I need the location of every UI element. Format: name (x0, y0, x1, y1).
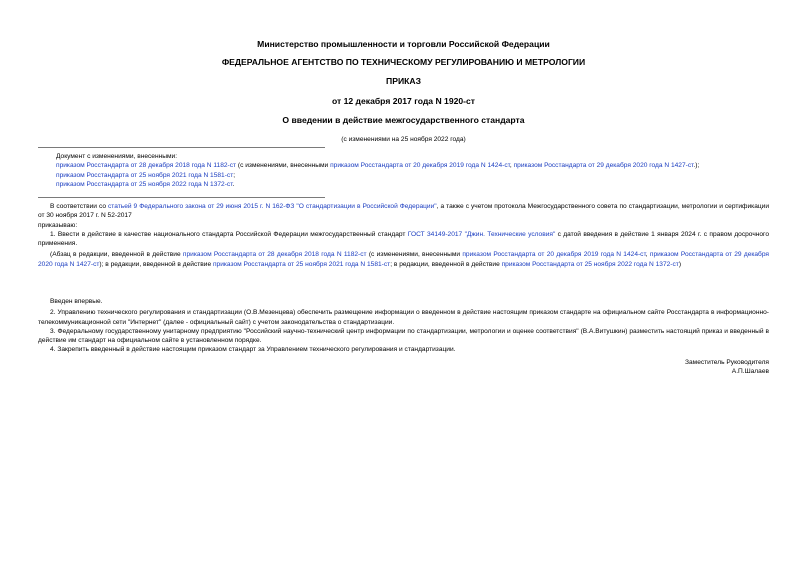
amendment-note: (с изменениями на 25 ноября 2022 года) (341, 136, 466, 143)
changes-line-1: приказом Росстандарта от 28 декабря 2018 года N 1182-ст (с изменениями, внесенными приказом Росстандарта от 20 декабря 2019 года N 1424-ст, приказом Росстандарта от 29 декабря 2020 года N 1427-ст.); (56, 162, 700, 170)
order-word: приказываю: (38, 221, 78, 229)
ministry-name: Министерство промышленности и торговли Российской Федерации (257, 39, 550, 49)
change-link-1424[interactable]: приказом Росстандарта от 20 декабря 2019 года N 1424-ст (330, 162, 510, 170)
changes-bottom-divider (38, 197, 325, 198)
changes-top-divider (38, 147, 325, 148)
item-2: 2. Управлению технического регулирования и стандартизации (О.В.Мезенцева) обеспечить размещение информации о введенном в действие настоящим приказом стандарте на официальном сайте Росстандарта в информационно-телекоммуникационной сети "Интернет" (далее - официальный сайт) с учетом законодательства о стандартизации. (38, 309, 769, 326)
agency-name: ФЕДЕРАЛЬНОЕ АГЕНТСТВО ПО ТЕХНИЧЕСКОМУ РЕГУЛИРОВАНИЮ И МЕТРОЛОГИИ (221, 57, 586, 67)
change-link-1182[interactable]: приказом Росстандарта от 28 декабря 2018 года N 1182-ст (56, 162, 237, 170)
order-body (38, 202, 769, 269)
document-title: О введении в действие межгосударственного стандарта (282, 115, 525, 125)
item-4: 4. Закрепить введенный в действие настоящим приказом стандарт за Управлением технического регулирования и стандартизации. (50, 346, 456, 354)
law-link[interactable]: статьей 9 Федерального закона от 29 июня 2015 г. N 162-ФЗ "О стандартизации в Российской Федерации" (108, 203, 437, 210)
edit-link-1427[interactable]: приказом Росстандарта от 29 декабря 2020 года N 1427-ст (38, 251, 770, 268)
edit-note: (Абзац в редакции, введенной в действие приказом Росстандарта от 28 декабря 2018 года N 1182-ст (с изменениями, внесенными приказом Росстандарта от 20 декабря 2019 года N 1424-ст, приказом Росстандарта от 29 декабря 2020 года N 1427-ст); в редакции, введенной в действие приказом Росстандарта от 25 ноября 2021 года N 1581-ст; в редакции, введенной в действие приказом Росстандарта от 25 ноября 2022 года N 1372-ст) (38, 251, 770, 268)
change-link-1581[interactable]: приказом Росстандарта от 25 ноября 2021 года N 1581-ст (56, 171, 234, 179)
signature-name: А.П.Шалаев (731, 368, 769, 376)
edit-link-1182[interactable]: приказом Росстандарта от 28 декабря 2018 года N 1182-ст (182, 251, 367, 259)
change-link-1372[interactable]: приказом Росстандарта от 25 ноября 2022 года N 1372-ст (56, 180, 233, 188)
signature-block (38, 358, 769, 377)
order-date-number: от 12 декабря 2017 года N 1920-ст (331, 96, 476, 106)
changes-intro: Документ с изменениями, внесенными: (56, 153, 178, 160)
changes-line-3: приказом Росстандарта от 25 ноября 2022 года N 1372-ст. (56, 180, 235, 188)
item-3: 3. Федеральному государственному унитарному предприятию "Российский научно-технический центр информации по стандартизации, метрологии и оценке соответствия" (В.А.Витушкин) разместить настоящий приказ и введенный в действие им стандарт на официальном сайте в установленном порядке. (38, 327, 769, 345)
gost-link[interactable]: ГОСТ 34149-2017 "Джин. Технические условия" (407, 230, 556, 238)
preamble-paragraph: В соответствии со статьей 9 Федерального закона от 29 июня 2015 г. N 162-ФЗ "О стандартизации в Российской Федерации", а также с учетом протокола Межгосударственного совета по стандартизации, метрологии и сертификации от 30 ноября 2017 г. N 52-2017 (38, 203, 769, 220)
change-link-1427[interactable]: приказом Росстандарта от 29 декабря 2020 года N 1427-ст (513, 162, 694, 170)
first-time-note: Введен впервые. (50, 298, 103, 305)
edit-link-1424[interactable]: приказом Росстандарта от 20 декабря 2019 года N 1424-ст (462, 251, 646, 259)
changes-line-2: приказом Росстандарта от 25 ноября 2021 года N 1581-ст; (56, 171, 236, 179)
signature-position: Заместитель Руководителя (685, 359, 769, 366)
edit-link-1372[interactable]: приказом Росстандарта от 25 ноября 2022 года N 1372-ст (501, 260, 679, 268)
doc-type: ПРИКАЗ (386, 76, 421, 86)
edit-link-1581[interactable]: приказом Росстандарта от 25 ноября 2021 года N 1581-ст (212, 260, 391, 268)
changes-block (56, 152, 768, 189)
order-body-continued (38, 297, 769, 355)
item-1: 1. Ввести в действие в качестве национального стандарта Российской Федерации межгосударственный стандарт ГОСТ 34149-2017 "Джин. Технические условия" с датой введения в действие 1 января 2024 г. с правом досрочного применения. (38, 230, 769, 248)
